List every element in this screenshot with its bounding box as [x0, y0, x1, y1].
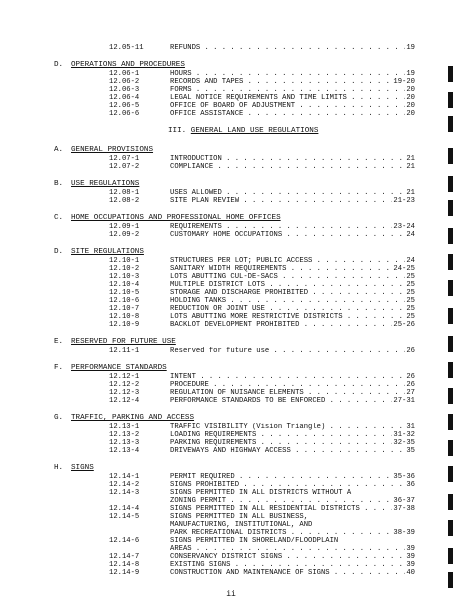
entry-title: FORMS . . . — [170, 86, 416, 94]
part-heading — [168, 127, 318, 136]
entry-page: 25 — [406, 289, 415, 297]
entry-title: REQUIREMENTS . . . — [170, 223, 416, 231]
entry-title: MULTIPLE DISTRICT LOTS . . . — [170, 281, 416, 289]
entry-number: 12.12-1 — [109, 373, 140, 381]
entry-page: 24 — [406, 257, 415, 265]
entry-title: MANUFACTURING, INSTITUTIONAL, AND — [170, 521, 313, 529]
margin-mark — [448, 148, 453, 164]
entry-title: Reserved for future use . . . — [170, 347, 416, 355]
entry-title: TRAFFIC VISIBILITY (Vision Triangle) . . . — [170, 423, 416, 431]
entry-page: 24 — [406, 231, 415, 239]
section-heading — [54, 180, 139, 189]
section-title: HOME OCCUPATIONS AND PROFESSIONAL HOME OFFICES — [71, 214, 281, 222]
margin-mark — [448, 116, 453, 132]
entry-page: 39 — [406, 545, 415, 553]
margin-mark — [448, 440, 453, 456]
entry-number: 12.12-3 — [109, 389, 140, 397]
entry-page: 27-31 — [393, 397, 415, 405]
entry-title: CONSERVANCY DISTRICT SIGNS . . . — [170, 553, 416, 561]
entry-page: 21 — [406, 163, 415, 171]
entry-title: CONSTRUCTION AND MAINTENANCE OF SIGNS . . . — [170, 569, 416, 577]
entry-page: 23-24 — [393, 223, 415, 231]
entry-title: EXISTING SIGNS . . . — [170, 561, 416, 569]
margin-mark — [448, 572, 453, 588]
section-heading — [54, 364, 167, 373]
entry-number: 12.10-3 — [109, 273, 140, 281]
entry-title: SIGNS PERMITTED IN ALL BUSINESS, — [170, 513, 309, 521]
entry-title: BACKLOT DEVELOPMENT PROHIBITED . . . — [170, 321, 416, 329]
entry-number: 12.08-1 — [109, 189, 140, 197]
entry-title: PERMIT REQUIRED . . . — [170, 473, 416, 481]
entry-title: SITE PLAN REVIEW . . . — [170, 197, 416, 205]
entry-page: 35-36 — [393, 473, 415, 481]
entry-title: SIGNS PERMITTED IN ALL RESIDENTIAL DISTRICTS . . . — [170, 505, 416, 513]
entry-number: 12.12-4 — [109, 397, 140, 405]
entry-page: 35 — [406, 447, 415, 455]
entry-page: 27 — [406, 389, 415, 397]
entry-page: 21-23 — [393, 197, 415, 205]
section-title: TRAFFIC, PARKING AND ACCESS — [71, 414, 195, 422]
entry-page: 25 — [406, 281, 415, 289]
entry-title: AREAS . . . — [170, 545, 416, 553]
entry-title: USES ALLOWED . . . — [170, 189, 416, 197]
margin-mark — [448, 280, 453, 296]
entry-title: CUSTOMARY HOME OCCUPATIONS . . . — [170, 231, 416, 239]
entry-title: SIGNS PERMITTED IN ALL DISTRICTS WITHOUT A — [170, 489, 352, 497]
entry-title: OFFICE ASSISTANCE . . . — [170, 110, 416, 118]
entry-number: 12.14-7 — [109, 553, 140, 561]
entry-title: SIGNS PROHIBITED . . . — [170, 481, 416, 489]
entry-number: 12.07-1 — [109, 155, 140, 163]
section-title: GENERAL PROVISIONS — [71, 146, 154, 154]
entry-number: 12.12-2 — [109, 381, 140, 389]
entry-title: LOADING REQUIREMENTS . . . — [170, 431, 416, 439]
entry-number: 12.10-7 — [109, 305, 140, 313]
section-title: PERFORMANCE STANDARDS — [71, 364, 167, 372]
margin-mark — [448, 200, 453, 216]
entry-page: 25 — [406, 297, 415, 305]
section-letter: H. — [54, 464, 64, 472]
entry-title: SANITARY WIDTH REQUIREMENTS . . . — [170, 265, 416, 273]
entry-number: 12.09-2 — [109, 231, 140, 239]
entry-title: HOLDING TANKS . . . — [170, 297, 416, 305]
entry-title: REDUCTION OR JOINT USE . . . — [170, 305, 416, 313]
entry-number: 12.06-5 — [109, 102, 140, 110]
margin-mark — [448, 176, 453, 192]
section-letter: C. — [54, 214, 64, 222]
entry-number: 12.13-2 — [109, 431, 140, 439]
entry-title: DRIVEWAYS AND HIGHWAY ACCESS . . . — [170, 447, 416, 455]
entry-number: 12.06-6 — [109, 110, 140, 118]
entry-title: COMPLIANCE . . . — [170, 163, 416, 171]
margin-mark — [448, 362, 453, 378]
entry-number: 12.10-2 — [109, 265, 140, 273]
part-title: GENERAL LAND USE REGULATIONS — [190, 127, 319, 135]
entry-page: 24-25 — [393, 265, 415, 273]
entry-page: 21 — [406, 189, 415, 197]
entry-page: 25 — [406, 313, 415, 321]
entry-page: 37-38 — [393, 505, 415, 513]
section-letter: G. — [54, 414, 64, 422]
margin-mark — [448, 254, 453, 270]
entry-number: 12.14-2 — [109, 481, 140, 489]
entry-title: RECORDS AND TAPES . . . — [170, 78, 416, 86]
entry-page: 25-26 — [393, 321, 415, 329]
entry-number: 12.14-1 — [109, 473, 140, 481]
entry-number: 12.08-2 — [109, 197, 140, 205]
margin-mark — [448, 92, 453, 108]
entry-number: 12.10-9 — [109, 321, 140, 329]
entry-number: 12.10-6 — [109, 297, 140, 305]
section-title: OPERATIONS AND PROCEDURES — [71, 61, 185, 69]
section-heading — [54, 248, 144, 257]
entry-number: 12.06-4 — [109, 94, 140, 102]
entry-number: 12.11-1 — [109, 347, 140, 355]
section-letter: D. — [54, 248, 64, 256]
page-number: ii — [226, 590, 236, 599]
entry-title: SIGNS PERMITTED IN SHORELAND/FLOODPLAIN — [170, 537, 339, 545]
entry-number: 12.14-4 — [109, 505, 140, 513]
entry-page: 26 — [406, 347, 415, 355]
margin-mark — [448, 414, 453, 430]
entry-number: 12.14-8 — [109, 561, 140, 569]
entry-page: 19-20 — [393, 78, 415, 86]
entry-page: 19 — [406, 44, 415, 52]
entry-number: 12.14-5 — [109, 513, 140, 521]
entry-page: 36 — [406, 481, 415, 489]
entry-page: 36-37 — [393, 497, 415, 505]
section-letter: B. — [54, 180, 64, 188]
entry-number: 12.13-3 — [109, 439, 140, 447]
section-title: SITE REGULATIONS — [71, 248, 144, 256]
entry-page: 19 — [406, 70, 415, 78]
entry-number: 12.10-5 — [109, 289, 140, 297]
entry-page: 40 — [406, 569, 415, 577]
entry-page: 20 — [406, 94, 415, 102]
margin-mark — [448, 388, 453, 404]
margin-mark — [448, 308, 453, 324]
section-heading — [54, 146, 153, 155]
entry-title: PARKING REQUIREMENTS . . . — [170, 439, 416, 447]
entry-title: ZONING PERMIT . . . — [170, 497, 416, 505]
section-letter: D. — [54, 61, 64, 69]
entry-page: 26 — [406, 373, 415, 381]
section-title: RESERVED FOR FUTURE USE — [71, 338, 176, 346]
entry-page: 25 — [406, 305, 415, 313]
entry-title: LEGAL NOTICE REQUIREMENTS AND TIME LIMITS . . . — [170, 94, 416, 102]
entry-title: PERFORMANCE STANDARDS TO BE ENFORCED . . . — [170, 397, 416, 405]
section-title: USE REGULATIONS — [71, 180, 140, 188]
entry-page: 31-32 — [393, 431, 415, 439]
entry-page: 20 — [406, 110, 415, 118]
margin-mark — [448, 336, 453, 352]
entry-page: 39 — [406, 553, 415, 561]
entry-title: LOTS ABUTTING MORE RESTRICTIVE DISTRICTS . . . — [170, 313, 416, 321]
entry-number: 12.10-4 — [109, 281, 140, 289]
margin-mark — [448, 66, 453, 82]
entry-title: REGULATION OF NUISANCE ELEMENTS . . . — [170, 389, 416, 397]
margin-mark — [448, 466, 453, 482]
entry-number: 12.10-8 — [109, 313, 140, 321]
entry-number: 12.14-6 — [109, 537, 140, 545]
entry-page: 39 — [406, 561, 415, 569]
entry-number: 12.06-2 — [109, 78, 140, 86]
section-letter: F. — [54, 364, 64, 372]
entry-title: PARK RECREATIONAL DISTRICTS . . . — [170, 529, 416, 537]
entry-number: 12.06-3 — [109, 86, 140, 94]
entry-number: 12.06-1 — [109, 70, 140, 78]
entry-page: 26 — [406, 381, 415, 389]
entry-title: PROCEDURE . . . — [170, 381, 416, 389]
entry-number: 12.09-1 — [109, 223, 140, 231]
entry-number: 12.05-11 — [109, 44, 144, 52]
entry-page: 31 — [406, 423, 415, 431]
entry-title: STORAGE AND DISCHARGE PROHIBITED . . . — [170, 289, 416, 297]
margin-mark — [448, 548, 453, 564]
entry-page: 21 — [406, 155, 415, 163]
entry-title: LOTS ABUTTING CUL-DE-SACS . . . — [170, 273, 416, 281]
entry-title: OFFICE OF BOARD OF ADJUSTMENT . . . — [170, 102, 416, 110]
section-heading — [54, 214, 281, 223]
entry-number: 12.13-4 — [109, 447, 140, 455]
margin-mark — [448, 520, 453, 536]
entry-title: REFUNDS . . . — [170, 44, 416, 52]
entry-title: INTENT . . . — [170, 373, 416, 381]
margin-mark — [448, 228, 453, 244]
section-heading — [54, 464, 94, 473]
entry-number: 12.10-1 — [109, 257, 140, 265]
entry-page: 25 — [406, 273, 415, 281]
entry-title: INTRODUCTION . . . — [170, 155, 416, 163]
entry-title: STRUCTURES PER LOT; PUBLIC ACCESS . . . — [170, 257, 416, 265]
entry-number: 12.07-2 — [109, 163, 140, 171]
section-heading — [54, 61, 185, 70]
entry-title: HOURS . . . — [170, 70, 416, 78]
margin-mark — [448, 494, 453, 510]
section-title: SIGNS — [71, 464, 94, 472]
part-number: III. — [168, 127, 187, 135]
entry-number: 12.13-1 — [109, 423, 140, 431]
entry-number: 12.14-9 — [109, 569, 140, 577]
entry-page: 38-39 — [393, 529, 415, 537]
entry-page: 20 — [406, 102, 415, 110]
entry-page: 32-35 — [393, 439, 415, 447]
section-letter: A. — [54, 146, 64, 154]
section-letter: E. — [54, 338, 64, 346]
section-heading — [54, 414, 194, 423]
entry-number: 12.14-3 — [109, 489, 140, 497]
section-heading — [54, 338, 176, 347]
entry-page: 20 — [406, 86, 415, 94]
